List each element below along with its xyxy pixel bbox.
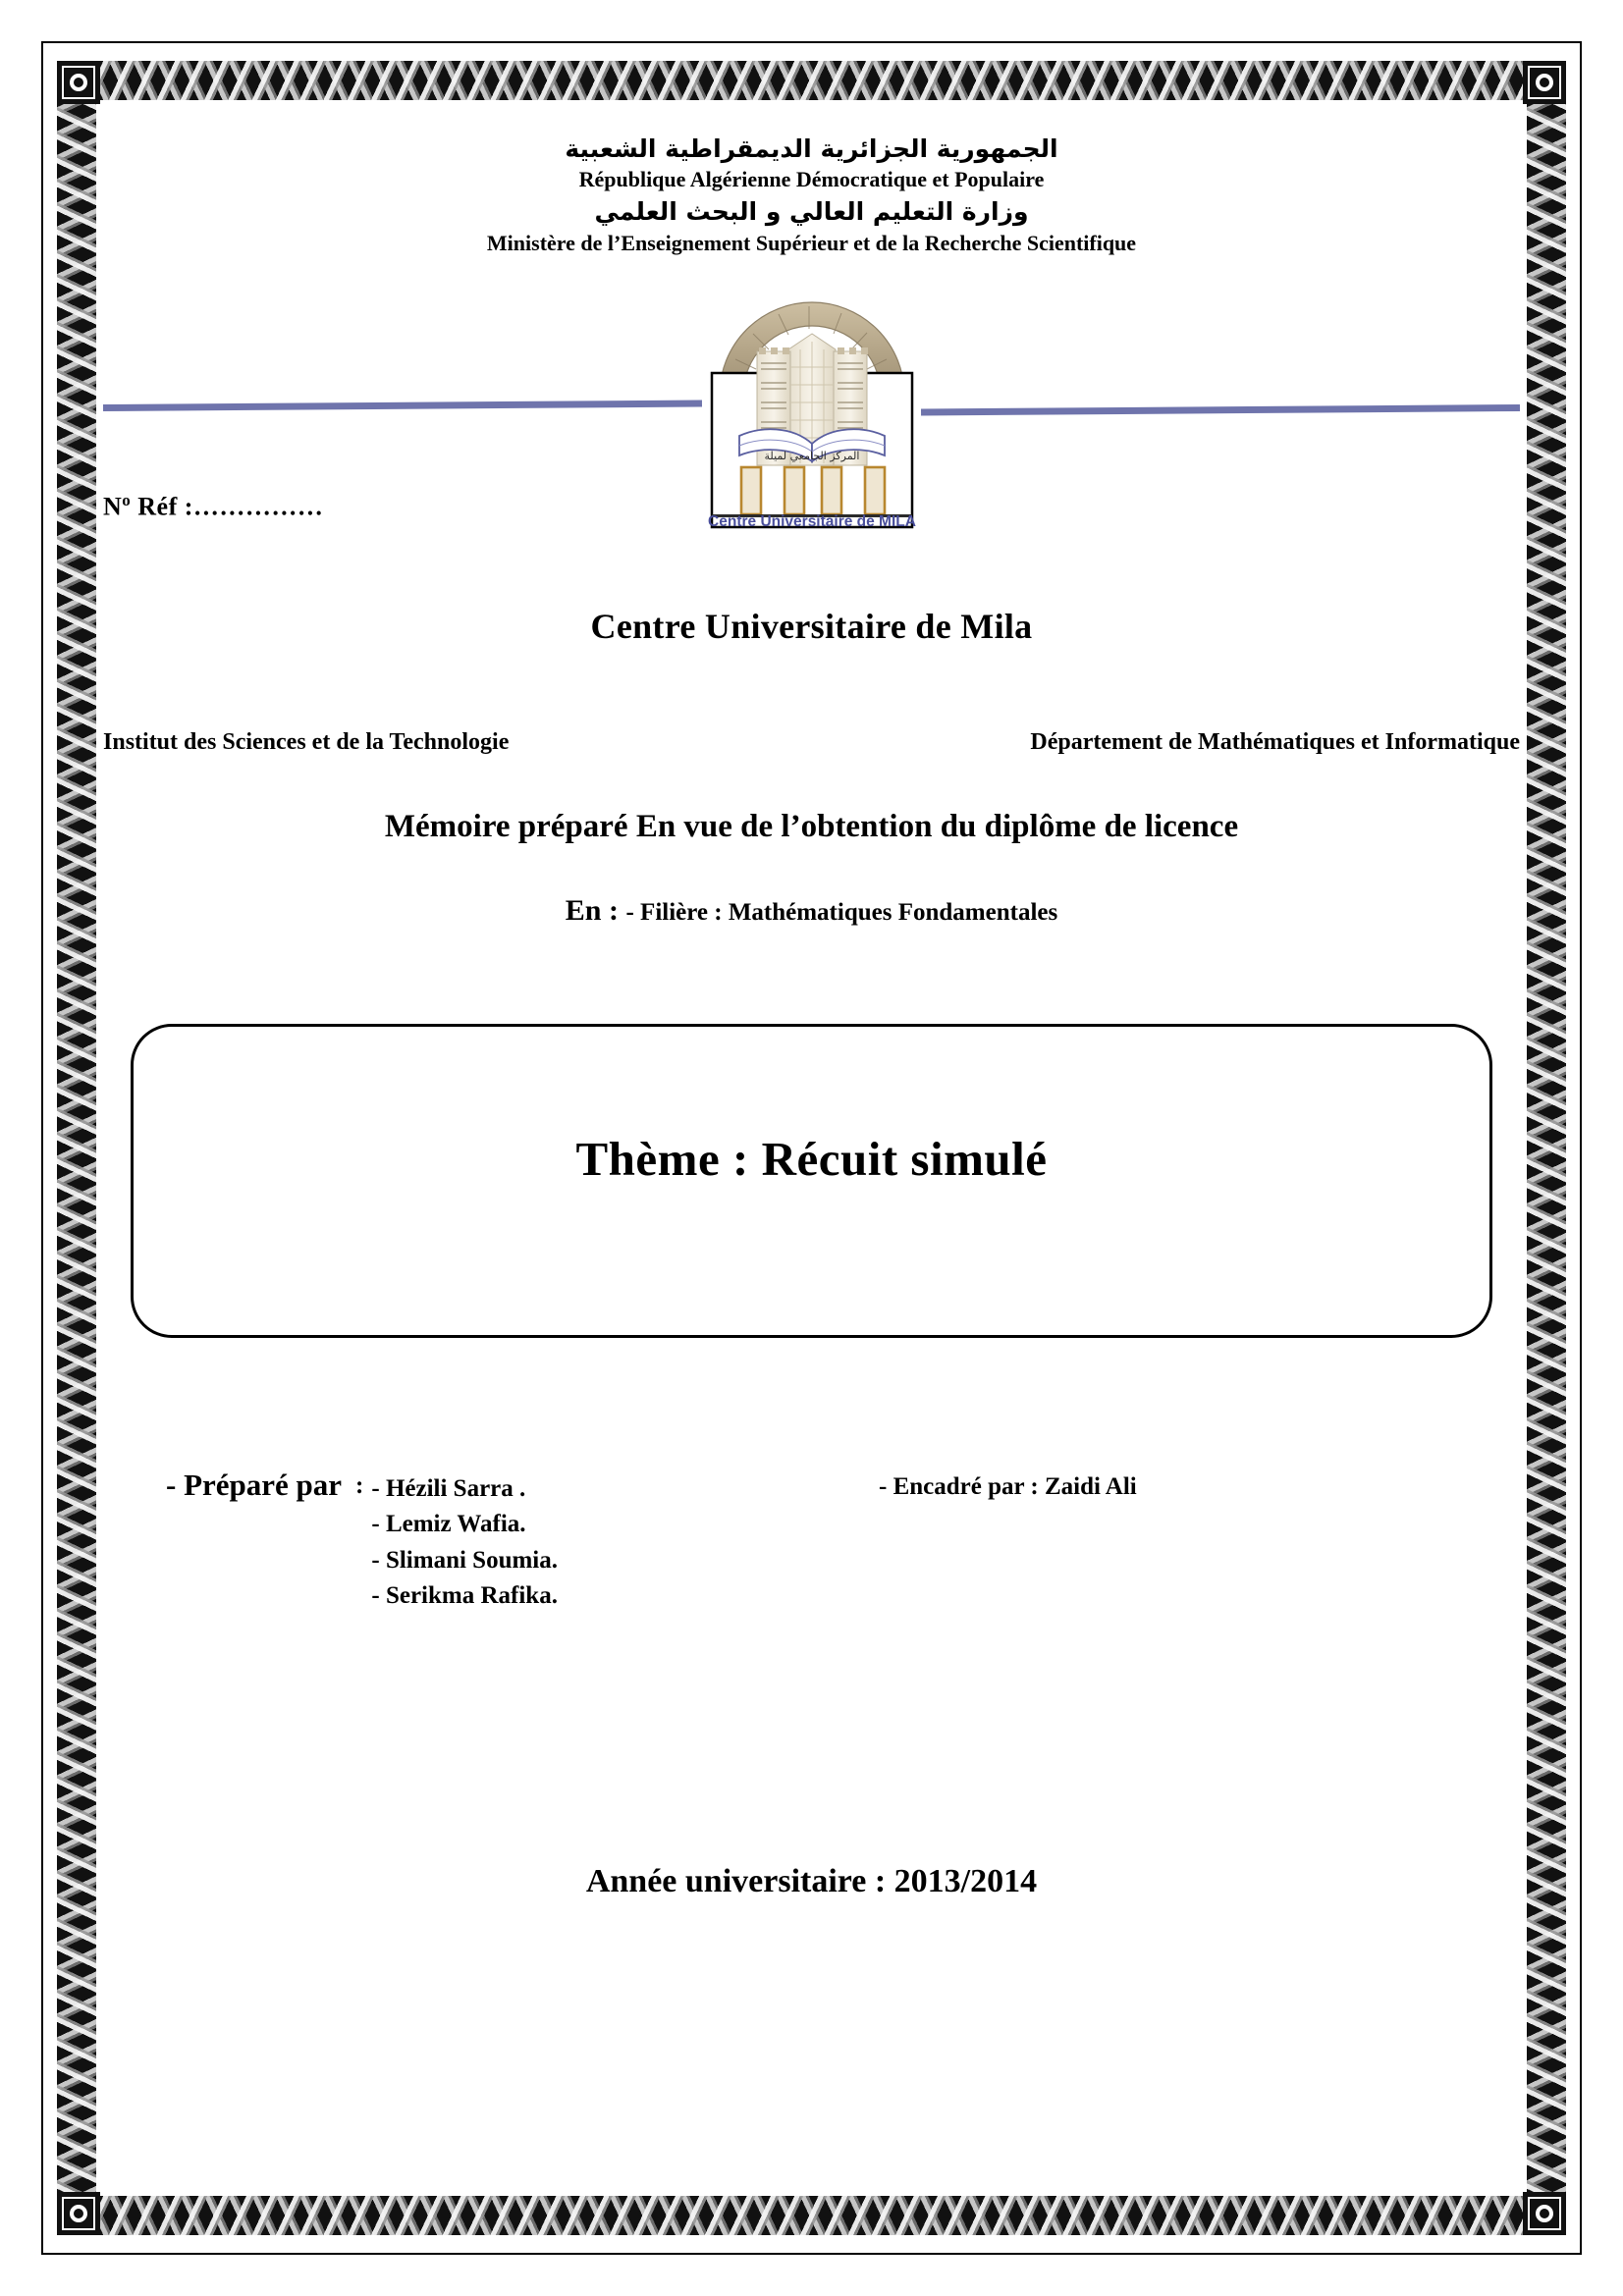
horizontal-rule-left [103, 400, 702, 410]
prepared-by-label: - Préparé par [166, 1468, 343, 1503]
page-content [103, 108, 1520, 2188]
list-item: - Slimani Soumia. [371, 1546, 558, 1574]
department-name: Département de Mathématiques et Informatique [1030, 729, 1520, 756]
logo-arabic-caption: المركز الجامعي لميلة [764, 449, 859, 462]
university-logo-icon [698, 279, 926, 539]
university-title: Centre Universitaire de Mila [590, 607, 1033, 647]
academic-year: Année universitaire : 2013/2014 [585, 1863, 1038, 1900]
memoire-statement: Mémoire préparé En vue de l’obtention du diplôme de licence [384, 809, 1239, 845]
theme-title: Thème : Récuit simulé [575, 1131, 1048, 1186]
student-list [371, 1471, 558, 1614]
french-republic-line: République Algérienne Démocratique et Populaire [578, 166, 1045, 191]
border-corner-medallion-icon [1523, 2192, 1566, 2235]
institute-department-row [103, 729, 1520, 756]
institute-name: Institut des Sciences et de la Technologie [103, 729, 510, 756]
filiere-value: - Filière : Mathématiques Fondamentales [625, 899, 1058, 927]
list-item: - Lemiz Wafia. [371, 1511, 526, 1538]
list-item: - Serikma Rafika. [371, 1581, 558, 1609]
border-top-braid [100, 61, 1523, 100]
border-bottom-braid [100, 2196, 1523, 2235]
reference-rest: Réf :…………… [131, 492, 324, 521]
arabic-republic-line: الجمهورية الجزائرية الديمقراطية الشعبية [565, 134, 1058, 163]
horizontal-rule-right [921, 404, 1520, 415]
border-left-braid [57, 104, 96, 2192]
list-item: - Hézili Sarra . [371, 1475, 526, 1503]
authors-section [103, 1468, 1520, 1614]
reference-label: N [103, 492, 123, 521]
arabic-ministry-line: وزارة التعليم العالي و البحث العلمي [594, 197, 1029, 227]
prepared-by-colon: : [355, 1472, 364, 1500]
border-corner-medallion-icon [1523, 61, 1566, 104]
reference-superscript: o [122, 490, 132, 509]
theme-box [131, 1024, 1492, 1338]
ministry-header [103, 108, 1520, 257]
logo-latin-caption: Centre Universitaire de MILA [707, 512, 916, 530]
border-corner-medallion-icon [57, 61, 100, 104]
filiere-statement [103, 894, 1520, 928]
logo-zone [103, 279, 1520, 544]
border-right-braid [1527, 104, 1566, 2192]
filiere-en-label: En : [565, 894, 626, 928]
french-ministry-line: Ministère de l’Enseignement Supérieur et de la Recherche Scientifique [486, 231, 1137, 255]
prepared-by-row [166, 1468, 1520, 1614]
border-corner-medallion-icon [57, 2192, 100, 2235]
supervisor-line: - Encadré par : Zaidi Ali [879, 1473, 1137, 1501]
